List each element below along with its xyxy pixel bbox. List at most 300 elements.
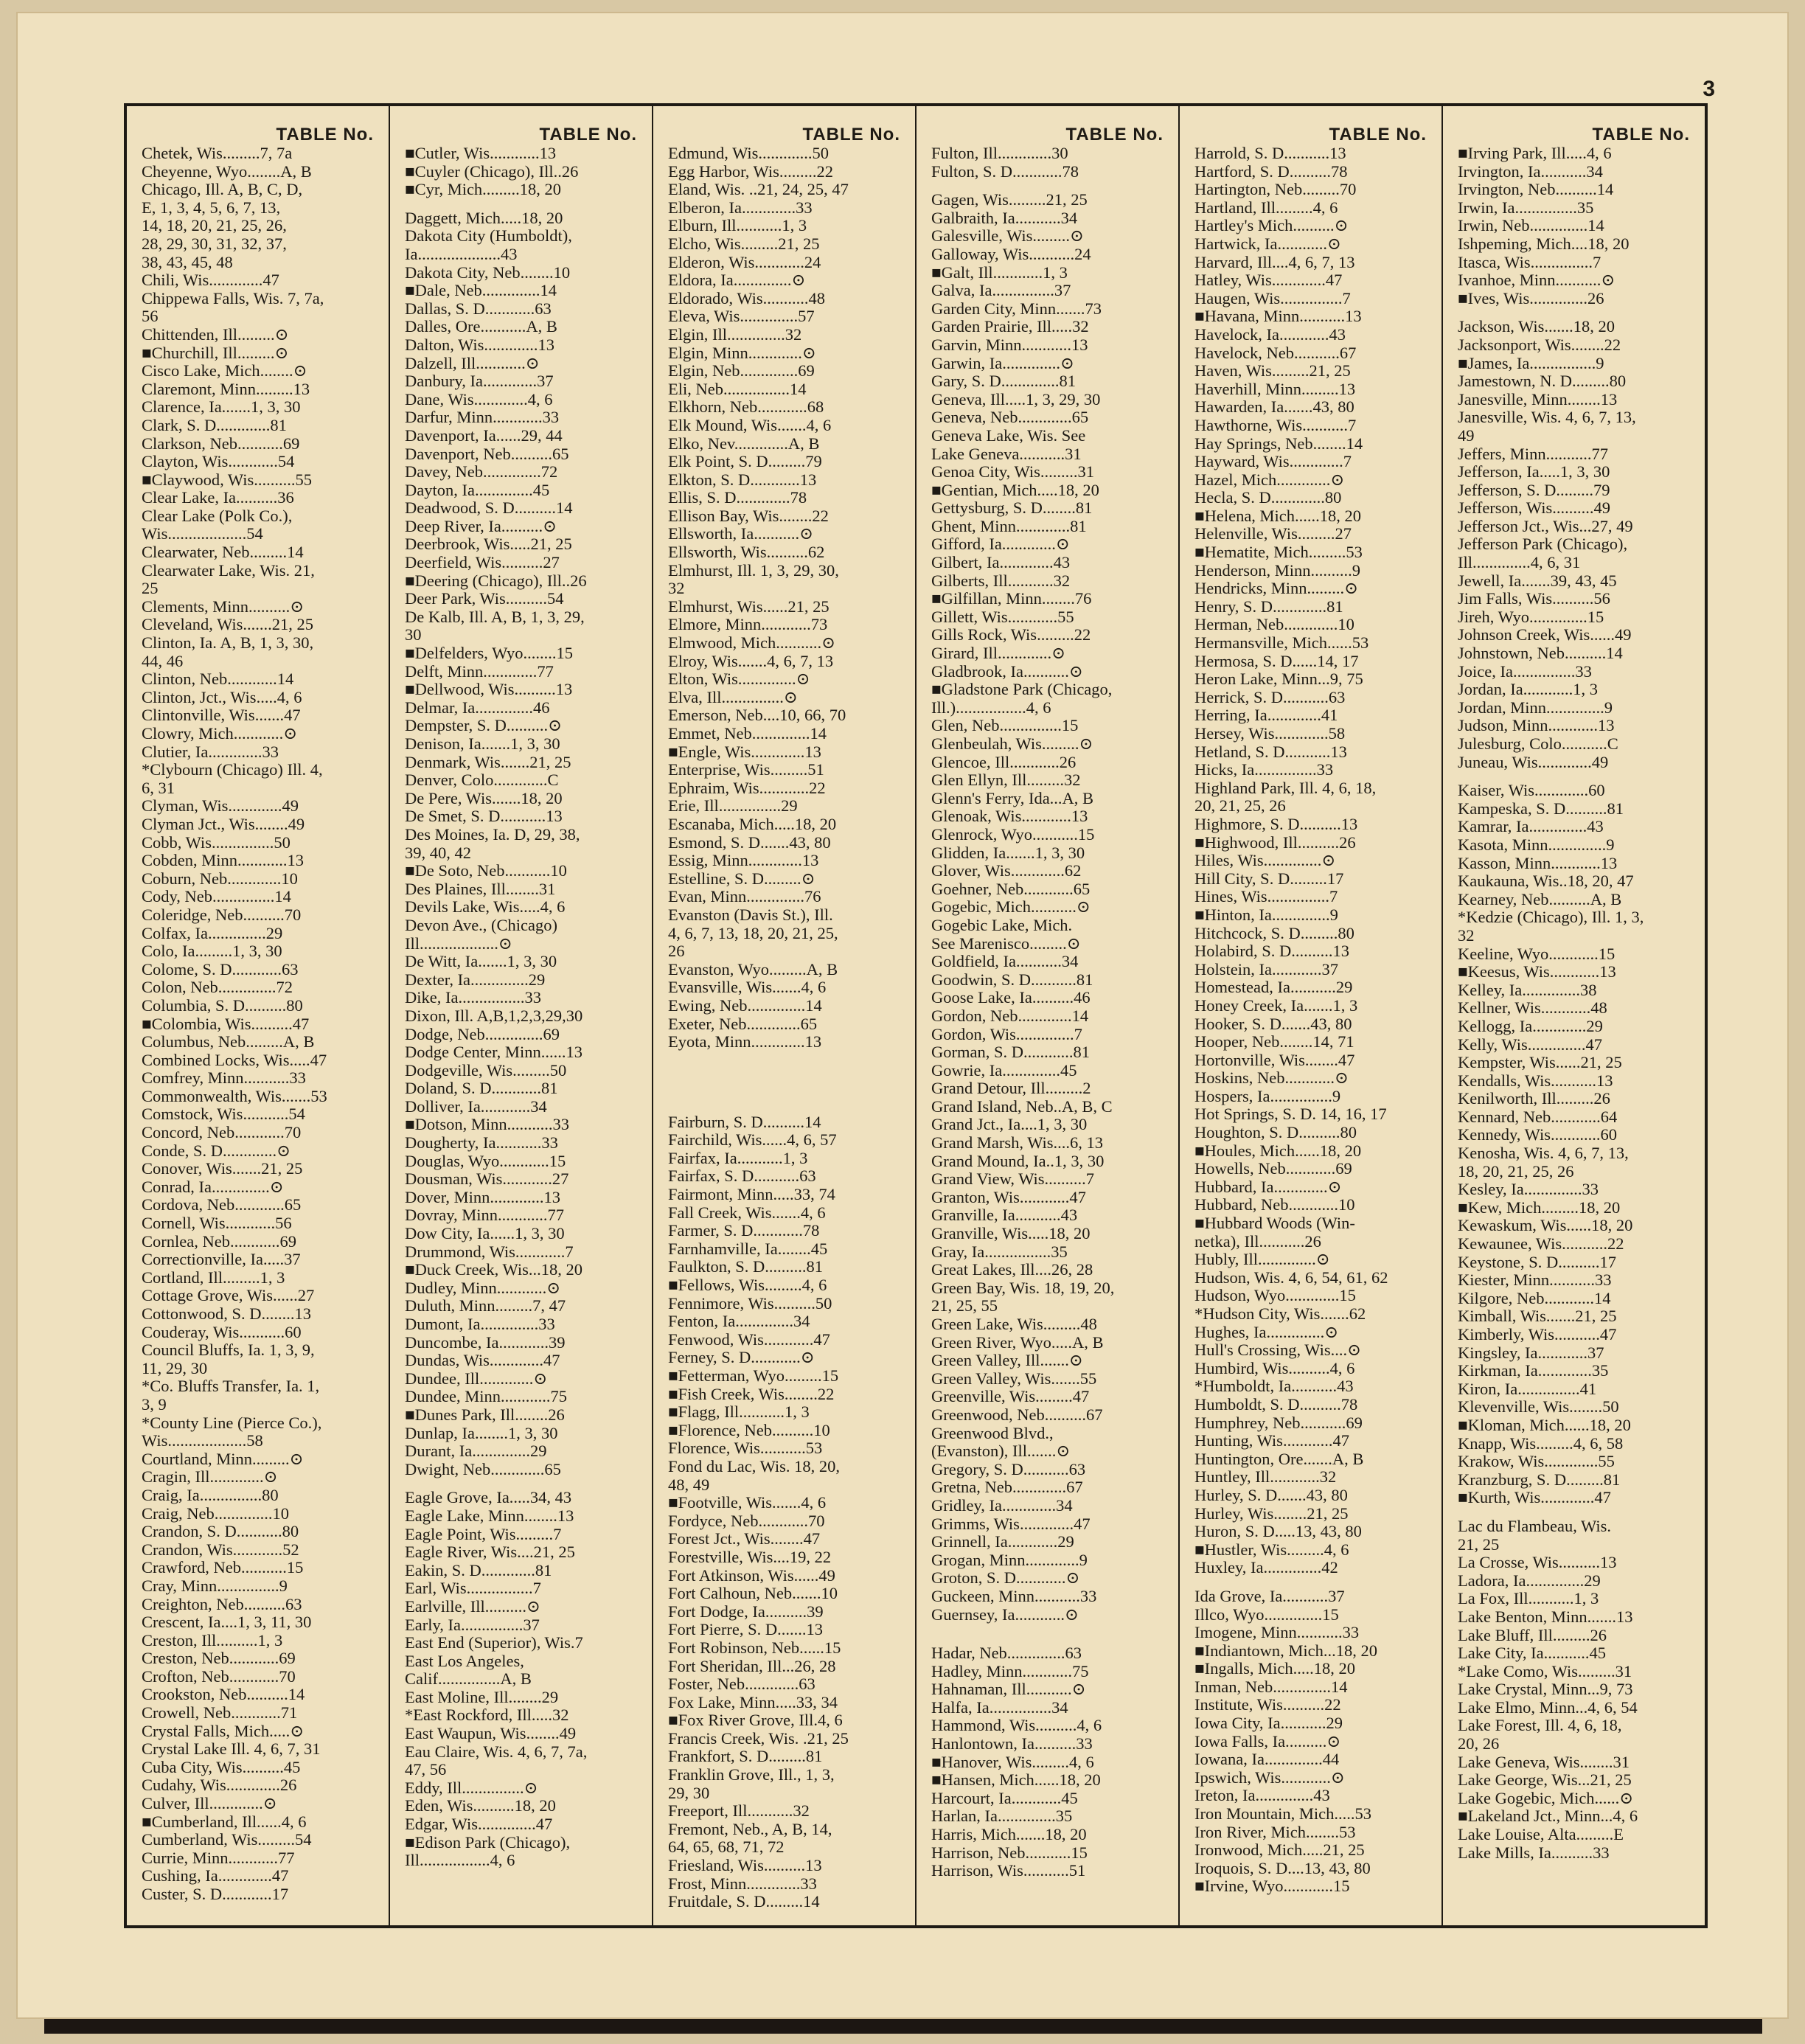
station-entry: Hubbard, Ia.............⊙ <box>1194 1177 1342 1196</box>
station-entry: 32 <box>668 579 685 598</box>
station-entry: Gordon, Wis..............7 <box>931 1024 1082 1043</box>
station-entry: Conde, S. D.............⊙ <box>142 1141 291 1160</box>
station-entry: ■Houles, Mich......18, 20 <box>1194 1141 1362 1160</box>
station-entry: Clyman Jct., Wis........49 <box>142 814 305 833</box>
station-entry: Ia....................43 <box>405 244 518 263</box>
station-entry: Elburn, Ill...........1, 3 <box>668 216 807 235</box>
station-entry: Hortonville, Wis........47 <box>1194 1050 1355 1069</box>
station-entry: Forestville, Wis....19, 22 <box>668 1547 832 1566</box>
station-entry: Ellison Bay, Wis........22 <box>668 506 829 525</box>
station-entry: Ill..............4, 6, 31 <box>1458 553 1581 572</box>
station-entry: Hughes, Ia..............⊙ <box>1194 1322 1339 1341</box>
station-entry: ■Kew, Mich.........18, 20 <box>1458 1197 1621 1217</box>
station-entry: Fruitdale, S. D.........14 <box>668 1892 820 1911</box>
station-entry: Guckeen, Minn...........33 <box>931 1586 1097 1605</box>
station-entry: Ferney, S. D............⊙ <box>668 1348 815 1367</box>
station-entry: Craig, Ia...............80 <box>142 1485 279 1504</box>
station-entry: Galbraith, Ia...........34 <box>931 208 1078 227</box>
station-entry: Freeport, Ill...........32 <box>668 1801 810 1821</box>
station-entry: Dixon, Ill. A,B,1,2,3,29,30 <box>405 1006 583 1025</box>
station-entry: Eleva, Wis..............57 <box>668 307 815 326</box>
station-entry: Early, Ia...............37 <box>405 1615 540 1634</box>
station-entry: Dalzell, Ill............⊙ <box>405 353 540 372</box>
station-entry: Clinton, Neb............14 <box>142 670 294 689</box>
station-entry: Hooper, Neb........14, 71 <box>1194 1032 1354 1051</box>
station-entry: Harlan, Ia..............35 <box>931 1807 1073 1826</box>
station-entry: Esmond, S. D.......43, 80 <box>668 832 831 852</box>
station-entry: Clinton, Jct., Wis.....4, 6 <box>142 687 302 706</box>
index-column <box>1180 106 1443 1925</box>
station-entry: Fennimore, Wis..........50 <box>668 1293 832 1313</box>
station-entry: Hermosa, S. D......14, 17 <box>1194 651 1359 670</box>
station-entry: Granville, Wis.....18, 20 <box>931 1224 1091 1243</box>
section-gap <box>1458 307 1694 318</box>
station-entry: Jacksonport, Wis........22 <box>1458 335 1621 354</box>
section-gap <box>1458 1507 1694 1518</box>
station-entry: *Clybourn (Chicago) Ill. 4, <box>142 760 323 779</box>
station-entry: Foster, Neb.............63 <box>668 1675 815 1694</box>
station-entry: Hiles, Wis..............⊙ <box>1194 851 1336 870</box>
station-entry: Herring, Ia.............41 <box>1194 706 1338 725</box>
station-entry: Couderay, Wis...........60 <box>142 1322 302 1341</box>
station-entry: Chippewa Falls, Wis. 7, 7a, <box>142 288 324 307</box>
station-entry: Jackson, Wis.......18, 20 <box>1458 317 1616 336</box>
station-entry: Hazel, Mich.............⊙ <box>1194 470 1345 489</box>
station-entry: ■Hematite, Mich.........53 <box>1194 543 1363 562</box>
station-entry: Douglas, Wyo............15 <box>405 1151 566 1170</box>
station-entry: Des Plaines, Ill........31 <box>405 879 556 898</box>
station-entry: Iron Mountain, Mich.....53 <box>1194 1804 1371 1824</box>
station-entry: Dakota City, Neb........10 <box>405 263 571 282</box>
station-entry: Hartwick, Ia............⊙ <box>1194 234 1341 253</box>
station-entry: ■Hansen, Mich......18, 20 <box>931 1770 1101 1790</box>
station-entry: Eland, Wis. ..21, 24, 25, 47 <box>668 180 849 199</box>
station-entry: Irwin, Neb..............14 <box>1458 216 1604 235</box>
station-entry: Grand Island, Neb..A, B, C <box>931 1096 1113 1116</box>
station-entry: Elva, Ill...............⊙ <box>668 687 798 706</box>
station-entry: Cody, Neb...............14 <box>142 887 291 906</box>
station-entry: Cray, Minn...............9 <box>142 1576 288 1595</box>
station-entry: Delmar, Ia..............46 <box>405 698 550 717</box>
station-entry: Girard, Ill.............⊙ <box>931 644 1065 663</box>
station-entry: Huntley, Ill............32 <box>1194 1467 1337 1487</box>
station-entry: Lake Forest, Ill. 4, 6, 18, <box>1458 1716 1622 1735</box>
station-entry: Forest Jct., Wis........47 <box>668 1529 821 1548</box>
station-entry: Deerfield, Wis..........27 <box>405 553 560 572</box>
station-entry: Hay Springs, Neb........14 <box>1194 434 1363 453</box>
station-entry: 56 <box>142 307 159 326</box>
station-entry: Greenville, Wis.........47 <box>931 1387 1090 1406</box>
station-entry: Coburn, Neb.............10 <box>142 869 298 888</box>
station-entry: Hermansville, Mich......53 <box>1194 633 1369 653</box>
station-entry: Dexter, Ia..............29 <box>405 970 546 989</box>
station-entry: Dalton, Wis.............13 <box>405 335 555 354</box>
station-entry: ■Ingalls, Mich.....18, 20 <box>1194 1659 1355 1678</box>
station-entry: De Smet, S. D...........13 <box>405 807 563 826</box>
station-entry: Hurley, Wis........21, 25 <box>1194 1504 1349 1523</box>
station-entry: Clowry, Mich............⊙ <box>142 724 298 743</box>
station-entry: Greenwood Blvd., <box>931 1423 1054 1442</box>
station-entry: Grand Detour, Ill.........2 <box>931 1079 1091 1098</box>
station-entry: Hunting, Wis............47 <box>1194 1431 1349 1450</box>
station-entry: Kasota, Minn..............9 <box>1458 835 1615 854</box>
station-entry: Gorman, S. D............81 <box>931 1043 1090 1062</box>
section-gap <box>668 1062 905 1072</box>
station-entry: Currie, Minn............77 <box>142 1848 295 1867</box>
station-entry: Hines, Wis...............7 <box>1194 887 1338 906</box>
station-entry: Frankfort, S. D.........81 <box>668 1747 823 1766</box>
station-entry: Kenilworth, Ill.........26 <box>1458 1089 1610 1108</box>
station-entry: Hadar, Neb..............63 <box>931 1644 1082 1663</box>
station-entry: 21, 25 <box>1458 1534 1500 1554</box>
station-entry: Iowana, Ia..............44 <box>1194 1750 1340 1769</box>
station-entry: Joice, Ia...............33 <box>1458 661 1592 681</box>
station-entry: *Lake Como, Wis.........31 <box>1458 1661 1632 1680</box>
station-entry: De Pere, Wis.......18, 20 <box>405 788 563 807</box>
station-entry: Exeter, Neb.............65 <box>668 1014 818 1033</box>
station-entry: Council Bluffs, Ia. 1, 3, 9, <box>142 1341 315 1360</box>
station-entry: Elmhurst, Ill. 1, 3, 29, 30, <box>668 560 839 580</box>
station-entry: Jefferson Jct., Wis...27, 49 <box>1458 516 1633 535</box>
station-entry: Humphrey, Neb...........69 <box>1194 1413 1363 1432</box>
station-entry: Kewaskum, Wis......18, 20 <box>1458 1216 1633 1235</box>
station-entry: Davenport, Neb..........65 <box>405 444 569 463</box>
timetable-page <box>16 12 1789 2019</box>
station-entry: ■Edison Park (Chicago), <box>405 1832 571 1852</box>
station-entry: Hatley, Wis.............47 <box>1194 271 1343 290</box>
station-entry: Houghton, S. D..........80 <box>1194 1123 1357 1142</box>
station-entry: Crandon, Wis............52 <box>142 1540 299 1559</box>
station-entry: Grand View, Wis..........7 <box>931 1169 1095 1189</box>
station-entry: Kennard, Neb............64 <box>1458 1107 1618 1126</box>
station-entry: Edgar, Wis..............47 <box>405 1815 553 1834</box>
station-entry: Francis Creek, Wis. .21, 25 <box>668 1728 849 1748</box>
station-entry: Gretna, Neb.............67 <box>931 1478 1083 1497</box>
station-entry: Hubbard, Neb............10 <box>1194 1195 1355 1214</box>
station-entry: Ivanhoe, Minn...........⊙ <box>1458 271 1616 290</box>
station-entry: Jefferson, Wis..........49 <box>1458 498 1610 518</box>
station-entry: Hudson, Wis. 4, 6, 54, 61, 62 <box>1194 1268 1388 1287</box>
station-entry: 38, 43, 45, 48 <box>142 252 233 271</box>
station-entry: Cuba City, Wis..........45 <box>142 1757 301 1776</box>
station-entry: Grogan, Minn.............9 <box>931 1550 1088 1569</box>
station-entry: Ladora, Ia..............29 <box>1458 1571 1601 1590</box>
station-entry: Dougherty, Ia...........33 <box>405 1133 558 1153</box>
station-entry: Jordan, Minn..............9 <box>1458 698 1613 717</box>
station-entry: Halfa, Ia...............34 <box>931 1697 1068 1717</box>
station-entry: Eagle Grove, Ia.....34, 43 <box>405 1488 572 1507</box>
station-entry: Herrick, S. D...........63 <box>1194 687 1346 706</box>
station-entry: Jordan, Ia............1, 3 <box>1458 680 1598 699</box>
station-entry: Drummond, Wis............7 <box>405 1242 574 1261</box>
station-entry: Duncombe, Ia............39 <box>405 1332 566 1352</box>
station-entry: Hudson, Wyo.............15 <box>1194 1286 1356 1305</box>
station-entry: Doland, S. D............81 <box>405 1079 558 1098</box>
station-entry: Goose Lake, Ia..........46 <box>931 988 1091 1007</box>
station-entry: ■Highwood, Ill..........26 <box>1194 832 1356 852</box>
station-entry: Kamrar, Ia..............43 <box>1458 817 1604 836</box>
station-entry: Grand Mound, Ia..1, 3, 30 <box>931 1151 1105 1170</box>
station-entry: Gridley, Ia.............34 <box>931 1495 1073 1515</box>
station-entry: Ellsworth, Wis..........62 <box>668 543 825 562</box>
station-entry: Deer Park, Wis..........54 <box>405 589 564 608</box>
station-entry: Fort Sheridan, Ill...26, 28 <box>668 1656 836 1675</box>
station-entry: Harrison, Wis...........51 <box>931 1861 1086 1880</box>
station-entry: Cordova, Neb............65 <box>142 1195 302 1214</box>
station-entry: Estelline, S. D.........⊙ <box>668 869 815 888</box>
station-entry: Kempster, Wis......21, 25 <box>1458 1053 1622 1072</box>
station-entry: Janesville, Minn........13 <box>1458 389 1618 409</box>
station-entry: E, 1, 3, 4, 5, 6, 7, 13, <box>142 198 281 217</box>
station-entry: Hartland, Ill.........4, 6 <box>1194 198 1338 217</box>
station-entry: Gogebic Lake, Mich. <box>931 915 1073 934</box>
station-entry: Denver, Colo.............C <box>405 771 559 790</box>
station-entry: Krakow, Wis.............55 <box>1458 1452 1615 1471</box>
station-entry: Coleridge, Neb..........70 <box>142 905 302 924</box>
station-entry: Geneva Lake, Wis. See <box>931 425 1086 445</box>
station-entry: Egg Harbor, Wis.........22 <box>668 161 834 181</box>
station-entry: Cisco Lake, Mich........⊙ <box>142 361 307 380</box>
station-entry: Dike, Ia................33 <box>405 988 541 1007</box>
station-entry: Dover, Minn.............13 <box>405 1187 560 1206</box>
station-entry: Evan, Minn..............76 <box>668 887 821 906</box>
station-index-frame <box>124 103 1708 1928</box>
station-entry: Columbia, S. D..........80 <box>142 995 303 1015</box>
station-entry: Earlville, Ill..........⊙ <box>405 1596 540 1616</box>
station-entry: Hurley, S. D.......43, 80 <box>1194 1485 1348 1504</box>
station-entry: ■Dotson, Minn...........33 <box>405 1115 569 1134</box>
station-entry: ■Helena, Mich......18, 20 <box>1194 506 1362 525</box>
station-entry: Dunlap, Ia........1, 3, 30 <box>405 1423 558 1442</box>
station-entry: Emmet, Neb..............14 <box>668 724 827 743</box>
station-entry: ■Flagg, Ill...........1, 3 <box>668 1402 810 1422</box>
station-entry: ■Fox River Grove, Ill.4, 6 <box>668 1711 843 1730</box>
station-entry: Johnson Creek, Wis......49 <box>1458 625 1632 644</box>
station-entry: Fort Pierre, S. D.......13 <box>668 1620 823 1639</box>
station-entry: Homestead, Ia...........29 <box>1194 978 1353 997</box>
index-column <box>1443 106 1705 1925</box>
section-gap <box>668 1093 905 1103</box>
station-entry: Clintonville, Wis.......47 <box>142 706 301 725</box>
station-entry: ■Indiantown, Mich...18, 20 <box>1194 1641 1377 1660</box>
station-entry: ■Colombia, Wis..........47 <box>142 1014 310 1033</box>
station-entry: Fulton, Ill.............30 <box>931 144 1068 162</box>
station-entry: Johnstown, Neb..........14 <box>1458 644 1623 663</box>
station-entry: Lake Benton, Minn.......13 <box>1458 1607 1633 1626</box>
station-entry: ■Fish Creek, Wis........22 <box>668 1384 835 1403</box>
station-entry: ■James, Ia................9 <box>1458 353 1604 372</box>
station-entry: Hawthorne, Wis...........7 <box>1194 415 1357 434</box>
section-gap <box>931 181 1168 191</box>
station-entry: Fordyce, Neb............70 <box>668 1511 825 1530</box>
station-entry: ■Lakeland Jct., Minn...4, 6 <box>1458 1807 1638 1826</box>
station-entry: Ida Grove, Ia...........37 <box>1194 1586 1345 1605</box>
station-entry: Ill...................⊙ <box>405 934 512 953</box>
station-entry: Conover, Wis.......21, 25 <box>142 1159 303 1178</box>
station-entry: Kellner, Wis............48 <box>1458 998 1607 1018</box>
station-entry: Cottage Grove, Wis......27 <box>142 1286 315 1305</box>
station-entry: Chicago, Ill. A, B, C, D, <box>142 180 303 199</box>
station-entry: 48, 49 <box>668 1475 710 1494</box>
station-entry: Cobden, Minn............13 <box>142 851 305 870</box>
station-entry: netka), Ill...........26 <box>1194 1231 1321 1251</box>
station-entry: Dow City, Ia......1, 3, 30 <box>405 1224 565 1243</box>
station-entry: Dolliver, Ia............34 <box>405 1096 547 1116</box>
station-entry: Evansville, Wis.......4, 6 <box>668 978 827 997</box>
station-entry: Chili, Wis.............47 <box>142 271 279 290</box>
station-entry: Cudahy, Wis.............26 <box>142 1776 297 1795</box>
station-entry: 20, 26 <box>1458 1734 1500 1753</box>
station-entry: Enterprise, Wis.........51 <box>668 760 824 779</box>
station-entry: Lake Elmo, Minn...4, 6, 54 <box>1458 1697 1638 1717</box>
station-entry: Crowell, Neb............71 <box>142 1703 298 1723</box>
station-entry: ■Hinton, Ia..............9 <box>1194 905 1338 924</box>
station-entry: Dundas, Wis.............47 <box>405 1351 560 1370</box>
station-entry: Clearwater, Neb.........14 <box>142 543 304 562</box>
station-entry: Escanaba, Mich.....18, 20 <box>668 814 837 833</box>
station-entry: Farmer, S. D............78 <box>668 1221 820 1240</box>
station-entry: Fall Creek, Wis.......4, 6 <box>668 1203 826 1222</box>
station-entry: Henry, S. D.............81 <box>1194 597 1343 616</box>
station-entry: Kingsley, Ia............37 <box>1458 1343 1604 1362</box>
station-entry: Cornell, Wis............56 <box>142 1214 292 1233</box>
station-entry: Elmhurst, Wis......21, 25 <box>668 597 830 616</box>
station-entry: Ghent, Minn.............81 <box>931 516 1087 535</box>
station-entry: Howells, Neb............69 <box>1194 1159 1352 1178</box>
station-entry: Irwin, Ia...............35 <box>1458 198 1594 217</box>
column-entries <box>668 145 905 1911</box>
station-entry: Darfur, Minn............33 <box>405 408 560 427</box>
station-entry: Courtland, Minn.........⊙ <box>142 1449 304 1468</box>
station-entry: Kelley, Ia..............38 <box>1458 980 1597 999</box>
station-entry: Garvin, Minn............13 <box>931 335 1088 354</box>
station-entry: ■Ives, Wis..............26 <box>1458 288 1604 307</box>
station-entry: Fairburn, S. D..........14 <box>668 1112 821 1131</box>
station-entry: Dayton, Ia..............45 <box>405 480 550 499</box>
station-entry: Crofton, Neb............70 <box>142 1666 296 1686</box>
station-entry: ■Delfelders, Wyo........15 <box>405 644 574 663</box>
station-entry: Garden Prairie, Ill.....32 <box>931 317 1089 336</box>
station-entry: Elko, Nev.............A, B <box>668 434 820 453</box>
station-entry: Kimberly, Wis...........47 <box>1458 1325 1617 1343</box>
station-entry: Ewing, Neb..............14 <box>668 995 822 1015</box>
station-entry: ■Duck Creek, Wis...18, 20 <box>405 1260 582 1279</box>
station-entry: Hammond, Wis..........4, 6 <box>931 1716 1102 1735</box>
station-entry: Irvington, Ia...........34 <box>1458 161 1603 181</box>
station-entry: Fort Dodge, Ia..........39 <box>668 1602 824 1621</box>
station-entry: Clark, S. D.............81 <box>142 415 287 434</box>
station-entry: Devils Lake, Wis.....4, 6 <box>405 897 566 917</box>
station-entry: Fairfax, Ia...........1, 3 <box>668 1148 808 1167</box>
station-entry: Dodge, Neb..............69 <box>405 1024 560 1043</box>
station-entry: Kampeska, S. D..........81 <box>1458 799 1624 818</box>
station-entry: Concord, Neb............70 <box>142 1123 302 1142</box>
station-entry: Fairmont, Minn.....33, 74 <box>668 1185 835 1204</box>
station-entry: Jefferson, S. D.........79 <box>1458 480 1610 499</box>
station-entry: Greenwood, Neb..........67 <box>931 1405 1103 1424</box>
station-entry: Florence, Wis...........53 <box>668 1439 823 1458</box>
station-entry: ■Cumberland, Ill......4, 6 <box>142 1812 307 1831</box>
station-entry: Clyman, Wis.............49 <box>142 796 299 816</box>
station-entry: Cortland, Ill.........1, 3 <box>142 1268 285 1287</box>
station-entry: Holstein, Ia............37 <box>1194 959 1338 978</box>
station-entry: Dudley, Minn............⊙ <box>405 1278 561 1297</box>
station-entry: Grand Jct., Ia....1, 3, 30 <box>931 1115 1088 1134</box>
station-entry: Lake Bluff, Ill.........26 <box>1458 1625 1607 1644</box>
station-entry: Creston, Ill..........1, 3 <box>142 1630 283 1650</box>
station-entry: 26 <box>668 942 685 961</box>
station-entry: De Kalb, Ill. A, B, 1, 3, 29, <box>405 607 585 626</box>
station-entry: Deerbrook, Wis.....21, 25 <box>405 535 572 554</box>
station-entry: Green Lake, Wis.........48 <box>931 1315 1097 1333</box>
station-entry: 47, 56 <box>405 1760 447 1779</box>
station-entry: Frost, Minn.............33 <box>668 1874 817 1893</box>
station-entry: 39, 40, 42 <box>405 843 471 862</box>
station-entry: 25 <box>142 579 159 598</box>
station-entry: Elgin, Ill..............32 <box>668 324 802 344</box>
station-entry: Granton, Wis............47 <box>931 1187 1086 1206</box>
station-entry: Fulton, S. D............78 <box>931 161 1079 181</box>
station-entry: Hayward, Wis.............7 <box>1194 452 1352 471</box>
station-entry: ■Gentian, Mich.....18, 20 <box>931 480 1099 499</box>
station-entry: Dane, Wis.............4, 6 <box>405 389 553 409</box>
station-entry: Earl, Wis................7 <box>405 1579 541 1598</box>
station-entry: ■Gilfillan, Minn........76 <box>931 589 1092 608</box>
station-entry: Honey Creek, Ia.......1, 3 <box>1194 995 1358 1015</box>
station-entry: Des Moines, Ia. D, 29, 38, <box>405 824 580 844</box>
column-header: TABLE No. <box>276 125 374 145</box>
station-entry: Dempster, S. D..........⊙ <box>405 716 562 735</box>
station-entry: Galva, Ia...............37 <box>931 281 1071 300</box>
station-entry: Gladbrook, Ia...........⊙ <box>931 661 1083 681</box>
station-entry: East End (Superior), Wis.7 <box>405 1633 583 1652</box>
station-entry: Institute, Wis..........22 <box>1194 1695 1341 1714</box>
station-entry: 18, 20, 21, 25, 26 <box>1458 1161 1574 1181</box>
station-entry: Eau Claire, Wis. 4, 6, 7, 7a, <box>405 1742 588 1761</box>
station-entry: Highmore, S. D..........13 <box>1194 814 1358 833</box>
station-entry: Dumont, Ia..............33 <box>405 1315 555 1333</box>
station-entry: Dundee, Minn............75 <box>405 1387 567 1406</box>
station-entry: See Marenisco.........⊙ <box>931 934 1081 953</box>
station-entry: Hartley's Mich..........⊙ <box>1194 216 1349 235</box>
station-entry: Colfax, Ia..............29 <box>142 923 283 942</box>
station-entry: Green River, Wyo.....A, B <box>931 1332 1104 1352</box>
station-entry: Jefferson Park (Chicago), <box>1458 535 1628 554</box>
station-entry: Kesley, Ia..............33 <box>1458 1180 1599 1199</box>
station-entry: Ill.................4, 6 <box>405 1851 515 1870</box>
station-entry: Denison, Ia.......1, 3, 30 <box>405 734 560 753</box>
station-entry: ■Cuyler (Chicago), Ill..26 <box>405 161 579 181</box>
station-entry: Havelock, Ia............43 <box>1194 324 1346 344</box>
section-gap <box>405 199 641 209</box>
station-entry: Elkton, S. D............13 <box>668 470 817 489</box>
station-entry: Elderon, Wis............24 <box>668 252 821 271</box>
station-entry: ■Claywood, Wis..........55 <box>142 470 313 489</box>
index-column <box>127 106 390 1925</box>
station-entry: Grimms, Wis.............47 <box>931 1514 1091 1533</box>
station-entry: Crookston, Neb..........14 <box>142 1685 305 1704</box>
station-entry: Irvington, Neb..........14 <box>1458 180 1614 199</box>
station-entry: Hahnaman, Ill...........⊙ <box>931 1680 1086 1699</box>
station-entry: Jeffers, Minn...........77 <box>1458 444 1608 463</box>
index-column <box>653 106 917 1925</box>
station-entry: Kiron, Ia...............41 <box>1458 1379 1597 1398</box>
station-entry: Hubly, Ill..............⊙ <box>1194 1250 1330 1269</box>
station-entry: Evanston (Davis St.), Ill. <box>668 905 833 924</box>
station-entry: Goldfield, Ia...........34 <box>931 952 1079 971</box>
station-entry: Creston, Neb............69 <box>142 1649 296 1668</box>
station-entry: Jim Falls, Wis..........56 <box>1458 589 1610 608</box>
